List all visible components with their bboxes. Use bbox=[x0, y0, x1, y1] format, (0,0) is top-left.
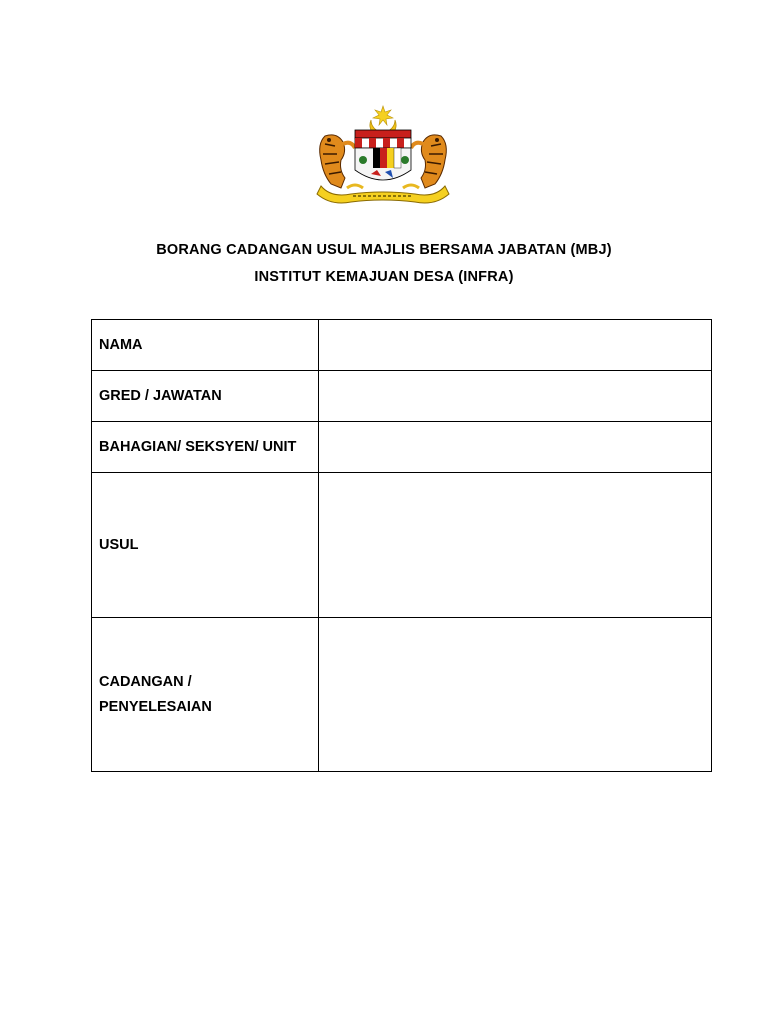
field-gred-jawatan[interactable] bbox=[319, 371, 712, 422]
label-bahagian-seksyen-unit: BAHAGIAN/ SEKSYEN/ UNIT bbox=[92, 422, 319, 473]
proposal-form-table bbox=[91, 319, 712, 772]
table-row bbox=[92, 371, 712, 422]
label-cadangan-penyelesaian bbox=[92, 618, 319, 772]
label-usul: USUL bbox=[92, 473, 319, 618]
form-title: BORANG CADANGAN USUL MAJLIS BERSAMA JABATAN (MBJ) bbox=[156, 242, 612, 258]
table-row bbox=[92, 473, 712, 618]
table-row bbox=[92, 618, 712, 772]
label-cadangan-line-1: CADANGAN / bbox=[99, 673, 192, 690]
field-cadangan-penyelesaian[interactable] bbox=[319, 618, 712, 772]
label-nama: NAMA bbox=[92, 320, 319, 371]
form-subtitle: INSTITUT KEMAJUAN DESA (INFRA) bbox=[254, 269, 514, 285]
label-cadangan-line-2: PENYELESAIAN bbox=[99, 698, 212, 715]
malaysia-coat-of-arms-icon bbox=[311, 104, 455, 206]
label-gred-jawatan: GRED / JAWATAN bbox=[92, 371, 319, 422]
field-usul[interactable] bbox=[319, 473, 712, 618]
table-row bbox=[92, 422, 712, 473]
field-bahagian-seksyen-unit[interactable] bbox=[319, 422, 712, 473]
field-nama[interactable] bbox=[319, 320, 712, 371]
table-row bbox=[92, 320, 712, 371]
